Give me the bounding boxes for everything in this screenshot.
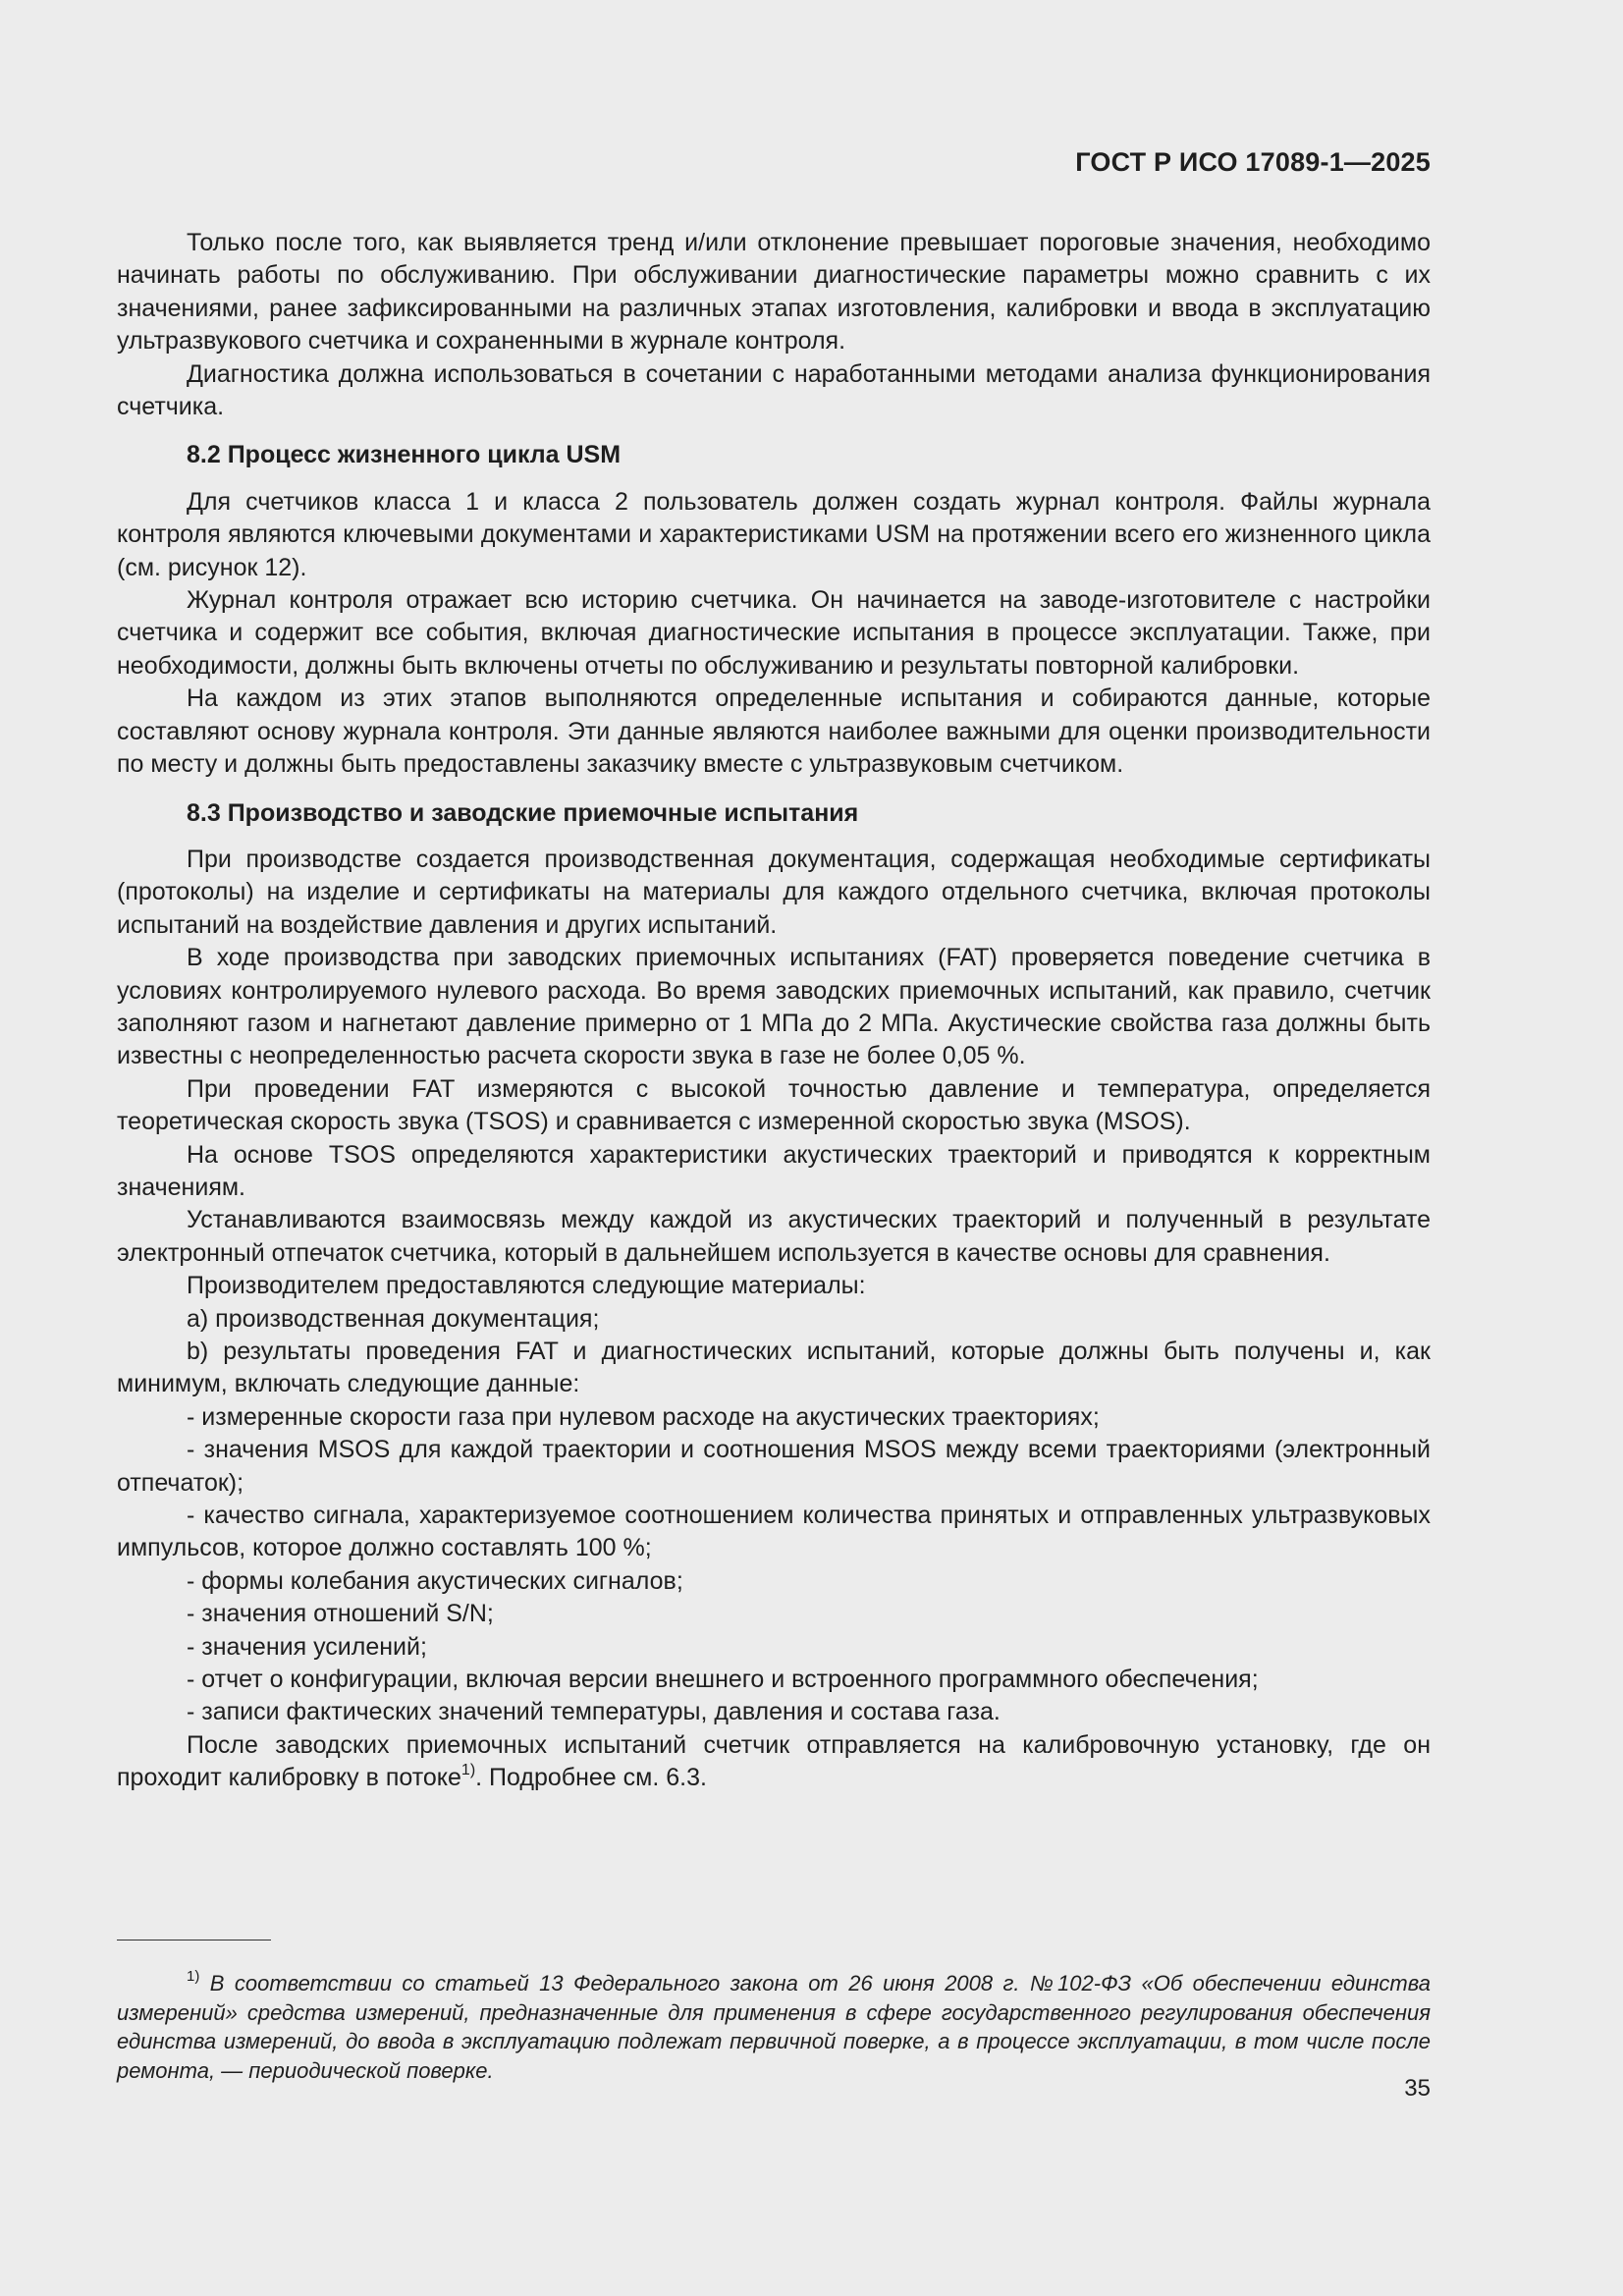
- list-item: а) производственная документация;: [187, 1304, 600, 1333]
- paragraph: На основе TSOS определяются характеристики акустических траекторий и приводятся к корректным значениям.: [117, 1140, 1431, 1201]
- sub-list-item: - качество сигнала, характеризуемое соотношением количества принятых и отправленных ультразвуковых импульсов, которое должно составлять 100 %;: [117, 1502, 1431, 1562]
- page-number: 35: [1404, 2075, 1431, 2102]
- footnote-text: В соответствии со статьей 13 Федерального закона от 26 июня 2008 г. №102-ФЗ «Об обеспечении единства измерений» средства измерений, предназначенные для применения в сфере государственного регулирования обеспечения единства измерений, до ввода в эксплуатацию подлежат первичной поверке, а в процессе эксплуатации, в том числе после ремонта, — периодической поверке.: [117, 1971, 1431, 2083]
- paragraph: Устанавливаются взаимосвязь между каждой из акустических траекторий и полученный в результате электронный отпечаток счетчика, который в дальнейшем используется в качестве основы для сравнения.: [117, 1206, 1431, 1267]
- sub-list-item: - формы колебания акустических сигналов;: [187, 1566, 683, 1595]
- document-body: [117, 227, 1431, 1795]
- document-header: ГОСТ Р ИСО 17089-1—2025: [1075, 147, 1431, 177]
- list-item: b) результаты проведения FAT и диагностических испытаний, которые должны быть получены и, как минимум, включать следующие данные:: [117, 1338, 1431, 1398]
- footnote: [117, 1969, 1431, 2085]
- sub-list-item: - значения усилений;: [187, 1632, 427, 1661]
- footnote-separator: [117, 1940, 271, 1941]
- paragraph: При проведении FAT измеряются с высокой точностью давление и температура, определяется теоретическая скорость звука (TSOS) и сравнивается с измеренной скоростью звука (MSOS).: [117, 1074, 1431, 1136]
- paragraph-final-tail: . Подробнее см. 6.3.: [475, 1764, 707, 1792]
- sub-list-item: - значения MSOS для каждой траектории и соотношения MSOS между всеми траекториями (электронный отпечаток);: [117, 1436, 1431, 1497]
- section-heading-8-2: 8.2 Процесс жизненного цикла USM: [187, 441, 622, 469]
- sub-list-item: - отчет о конфигурации, включая версии внешнего и встроенного программного обеспечения;: [187, 1666, 1259, 1694]
- paragraph: Журнал контроля отражает всю историю счетчика. Он начинается на заводе-изготовителе с настройки счетчика и содержит все события, включая диагностические испытания в процессе эксплуатации. Также, при необходимости, должны быть включены отчеты по обслуживанию и результаты повторной калибровки.: [117, 586, 1431, 680]
- sub-list-item: - значения отношений S/N;: [187, 1600, 494, 1628]
- paragraph: В ходе производства при заводских приемочных испытаниях (FAT) проверяется поведение счетчика в условиях контролируемого нулевого расхода. Во время заводских приемочных испытаний, как правило, счетчик заполняют газом и нагнетают давление примерно от 1 МПа до 2 МПа. Акустические свойства газа должны быть известны с неопределенностью расчета скорости звука в газе не более 0,05 %.: [117, 944, 1431, 1070]
- section-heading-8-3: 8.3 Производство и заводские приемочные испытания: [187, 798, 859, 827]
- paragraph: Только после того, как выявляется тренд и/или отклонение превышает пороговые значения, необходимо начинать работы по обслуживанию. При обслуживании диагностические параметры можно сравнить с их значениями, ранее зафиксированными на различных этапах изготовления, калибровки и ввода в эксплуатацию ультразвукового счетчика и сохраненными в журнале контроля.: [117, 229, 1431, 355]
- footnote-marker: 1): [187, 1967, 200, 1985]
- paragraph: На каждом из этих этапов выполняются определенные испытания и собираются данные, которые составляют основу журнала контроля. Эти данные являются наиболее важными для оценки производительности по месту и должны быть предоставлены заказчику вместе с ультразвуковым счетчиком.: [117, 684, 1431, 779]
- paragraph: Производителем предоставляются следующие материалы:: [187, 1272, 866, 1300]
- paragraph-final-text: После заводских приемочных испытаний счетчик отправляется на калибровочную установку, где он проходит калибровку в потоке: [117, 1730, 1431, 1792]
- sub-list-item: - записи фактических значений температуры, давления и состава газа.: [187, 1698, 1001, 1726]
- paragraph: Для счетчиков класса 1 и класса 2 пользователь должен создать журнал контроля. Файлы журнала контроля являются ключевыми документами и характеристиками USM на протяжении всего его жизненного цикла (см. рисунок 12).: [117, 487, 1431, 581]
- paragraph: Диагностика должна использоваться в сочетании с наработанными методами анализа функционирования счетчика.: [117, 359, 1431, 421]
- sub-list-item: - измеренные скорости газа при нулевом расходе на акустических траекториях;: [187, 1402, 1100, 1431]
- paragraph: При производстве создается производственная документация, содержащая необходимые сертификаты (протоколы) на изделие и сертификаты на материалы для каждого отдельного счетчика, включая протоколы испытаний на воздействие давления и других испытаний.: [117, 845, 1431, 939]
- paragraph-final: [117, 1729, 1431, 1795]
- footnote-reference[interactable]: 1): [460, 1761, 476, 1778]
